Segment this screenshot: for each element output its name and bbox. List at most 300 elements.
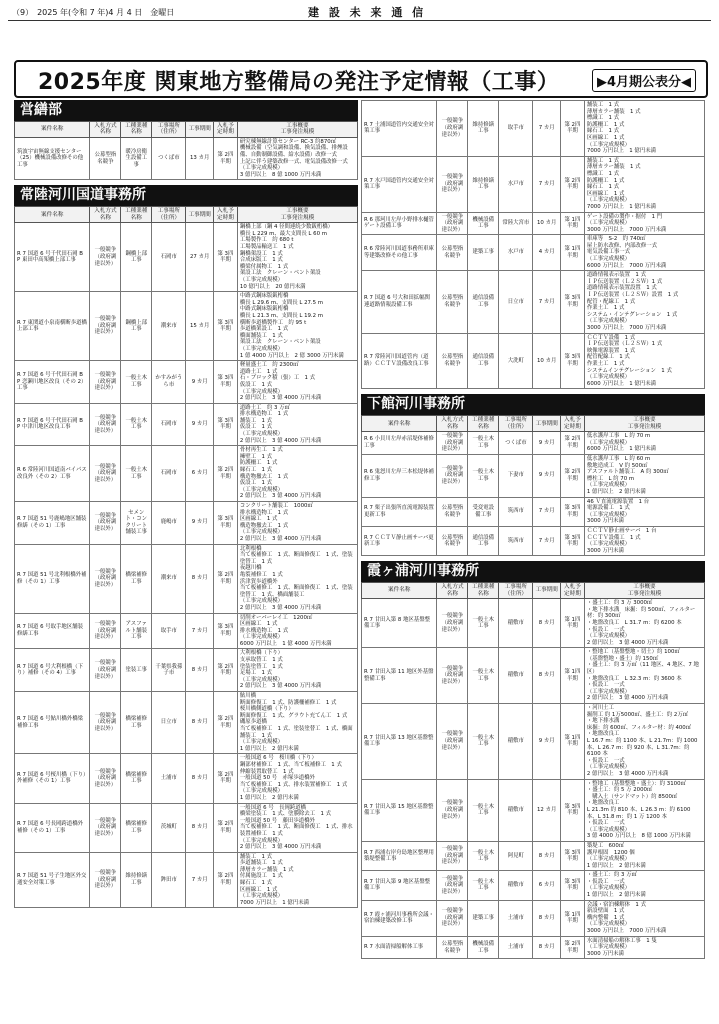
column-header: 入札方式名称 <box>90 122 121 138</box>
table-cell: 切削オーバーレイ工 1200㎡ 区画線工 1 式 排水構造物工 1 式 （工事完成規模） 6000 万円以上 1 億 4000 万円未満 <box>237 613 357 649</box>
table-row <box>362 936 705 959</box>
table-cell: 第 3四半期 <box>560 333 584 389</box>
section-title: 下館河川事務所 <box>361 394 705 415</box>
table-cell: 建築工事 <box>468 900 499 936</box>
table-cell: 一般土木工事 <box>468 841 499 870</box>
table-cell: 第 2四半期 <box>560 454 584 497</box>
column-header: 工種業種名称 <box>121 207 152 223</box>
table-cell: R 7 国道 6 号長岡跨道橋外補修（その 1）工事 <box>15 803 90 852</box>
table-cell: 鉾田市 <box>152 852 186 908</box>
table-cell: 第 2四半期 <box>213 137 237 180</box>
column-header: 案件名称 <box>15 122 90 138</box>
table-cell: 通信設備工事 <box>468 333 499 389</box>
table-cell: ＣＣＴＶ設備 1 式 ＩＰ伝送装置（Ｌ２ＳＷ）1 式 映像電源装置 1 式 配管配線工 1 式 作業土工 1 式 システムインテグレーション 1 式 （工事完成規模） 6000 万円以上 1 億円未満 <box>584 333 704 389</box>
table-row <box>362 212 705 235</box>
column-header: 工種業種名称 <box>468 583 499 599</box>
table-cell: R 7 国道 51 号北利根橋外補修（その 1）工事 <box>15 544 90 613</box>
table-cell: 7 カ月 <box>186 613 213 649</box>
table-cell: 千葉県我孫子市 <box>152 649 186 692</box>
table-cell: 一般競争（政府調達以外） <box>90 446 121 502</box>
table-row <box>362 704 705 780</box>
table-cell: 9 カ月 <box>533 432 560 455</box>
table-cell: ・盛土工：約 3 万 3000㎥ ・地下排水溝 床掘：約 500㎥、フィルター材：約 300㎥ ・地盤改良工 L 31.7 m：約 6200 本 ・仮設工 一式 （工事完成規模） 2 億円以上 3 億 4000 万円未満 <box>584 599 704 648</box>
table-cell: 鋼橋上部工事 <box>121 223 152 292</box>
table-cell: 公募型指名競争 <box>437 526 468 555</box>
table-cell: R 6 那珂川左岸小野排水樋管ゲート設備工事 <box>362 212 437 235</box>
table-cell: 第 1四半期 <box>560 704 584 780</box>
table-row <box>362 333 705 389</box>
table-cell: 9 カ月 <box>186 403 213 446</box>
table-cell: 9 カ月 <box>533 454 560 497</box>
table-cell: 一般国道 6 号 桜川橋（下り） 鋼部材補修工 1 式、当て板補修工 1 式 伸縮装置取替工 1 式 一般国道 50 号 赤塚歩道橋外 当て板補修工 1 式、排水装置補修工 1 式 （工事完成規模） 1 億円以上 2 億円未満 <box>237 754 357 803</box>
table-cell: 第 1四半期 <box>560 212 584 235</box>
table-cell: 塗装工事 <box>121 649 152 692</box>
table-row <box>15 803 358 852</box>
column-header: 工事概要 工事発注規模 <box>584 416 704 432</box>
table-cell: 一般競争（政府調達以外） <box>90 544 121 613</box>
table-cell: R 7 国道 6 号千代田石岡 B P 東田中高架橋上部工事 <box>15 223 90 292</box>
table-cell: 土浦市 <box>152 754 186 803</box>
table-cell: 第 2四半期 <box>213 649 237 692</box>
table-cell: 一般競争（政府調達以外） <box>437 704 468 780</box>
table-cell: 道路土工 約 3 万㎥ 排水構造物工 1 式 舗装工 1 式 仮設工 1 式 （工事完成規模） 2 億円以上 3 億 4000 万円未満 <box>237 403 357 446</box>
table-cell: 稲敷市 <box>499 648 533 704</box>
table-cell: 筑西市 <box>499 526 533 555</box>
table-cell: 一般土木工事 <box>468 648 499 704</box>
order-table <box>14 206 358 908</box>
table-cell: 鹿嶋市 <box>152 502 186 545</box>
table-cell: 橋梁補修工事 <box>121 692 152 754</box>
table-cell: 一般土木工事 <box>468 454 499 497</box>
table-cell: 一般競争（政府調達以外） <box>437 212 468 235</box>
table-cell: 日立市 <box>152 692 186 754</box>
table-cell: 暖冷房衛生設備工事 <box>121 137 152 180</box>
table-cell: 第 3四半期 <box>560 526 584 555</box>
table-cell: 公募型指名競争 <box>437 235 468 271</box>
table-cell: 9 カ月 <box>186 361 213 404</box>
table-cell: 7 カ月 <box>186 852 213 908</box>
table-cell: 第 2四半期 <box>213 692 237 754</box>
table-cell: 一般競争（政府調達以外） <box>90 403 121 446</box>
table-cell: 一般競争（政府調達以外） <box>90 649 121 692</box>
table-cell: 15 カ月 <box>186 292 213 361</box>
table-cell: ・河川土工 掘削工 約 1万5000㎥、盛土工：約 2万㎥ ・地下排水溝 床掘：約 600㎥、フィルター材：約 400㎥ ・地盤改良工 L 16.7 m：約 1100 本、L 21.7m：約 1000 本、L 26.7 m：約 920 本、L 31.7m：約 6100 本 ・仮設工 一式 （工事完成規模） 2 億円以上 3 億 4000 万円未満 <box>584 704 704 780</box>
table-cell: 通信設備工事 <box>468 271 499 333</box>
table-cell: 一般土木工事 <box>468 599 499 648</box>
table-cell: 27 カ月 <box>186 223 213 292</box>
table-row <box>362 101 705 157</box>
table-cell: 維持修繕工事 <box>121 852 152 908</box>
column-header: 入札方式名称 <box>90 207 121 223</box>
table-cell: 7 カ月 <box>533 101 560 157</box>
table-cell: 10 カ月 <box>533 333 560 389</box>
table-row <box>362 871 705 900</box>
table-row <box>362 900 705 936</box>
table-cell: 公募型指名競争 <box>437 497 468 526</box>
table-cell: 中路式鋼床版鈑桁橋 橋長 L 29.6 m、支間長 L 27.5 m 中路式鋼床版鈑桁橋 橋長 L 21.3 m、支間長 L 19.2 m 横断歩道橋製作工 約 95 t 歩道橋架設工 1 式 橋面舗装工 1 式 架設工法 クレーン・ベント架設 （工事完成規模） 1 億 4000 万円以上 2 億 3000 万円未満 <box>237 292 357 361</box>
table-cell: 7 カ月 <box>533 271 560 333</box>
table-cell: 車庫等 S-2 約 740㎡ 屋上防水改修、内部改修一式 電気設備工事一式 （工事完成規模） 6000 万円以上 7000 万円未満 <box>584 235 704 271</box>
table-cell: 軽量盛土工 約 2300㎥ 道路土工 1 式 石・ブロック積（張）工 1 式 仮設工 1 式 （工事完成規模） 2 億円以上 3 億 4000 万円未満 <box>237 361 357 404</box>
table-cell: 維持修繕工事 <box>468 156 499 212</box>
column-header: 入札方式名称 <box>437 416 468 432</box>
table-cell: 一般土木工事 <box>121 403 152 446</box>
table-cell: 12 カ月 <box>533 779 560 841</box>
table-row <box>15 544 358 613</box>
table-cell: 稲敷市 <box>499 599 533 648</box>
table-cell: コンクリート舗装工 1000㎡ 排水構造物工 1 式 区画線工 1 式 構造物撤去工 1 式 （工事完成規模） 2 億円以上 3 億 4000 万円未満 <box>237 502 357 545</box>
table-row <box>362 779 705 841</box>
table-cell: R 7 国道 6 号鮎川橋外橋梁補修工事 <box>15 692 90 754</box>
table-row <box>362 156 705 212</box>
column-header: 工種業種名称 <box>121 122 152 138</box>
table-cell: 第 1四半期 <box>560 648 584 704</box>
table-cell: 第 3四半期 <box>560 271 584 333</box>
table-cell: 骨材再生工 1 式 擁壁工 1 式 防護柵工 1 式 縁石工 1 式 構造物撤去工 1 式 仮設工 1 式 （工事完成規模） 2 億円以上 3 億 4000 万円未満 <box>237 446 357 502</box>
table-cell: 機械設備工事 <box>468 212 499 235</box>
table-cell: 一般競争（政府調達以外） <box>437 648 468 704</box>
table-cell: R 6 常陸河川国道事務所車庫等建築改修その他工事 <box>362 235 437 271</box>
table-cell: 潮来市 <box>152 544 186 613</box>
column-header: 工事期間 <box>186 122 213 138</box>
period-badge: ▶4月期公表分◀ <box>592 69 696 92</box>
table-cell: 第 2四半期 <box>213 803 237 852</box>
table-row <box>15 754 358 803</box>
table-cell: R 7 国道 6 号大利根橋（下り）補修（その 4）工事 <box>15 649 90 692</box>
table-cell: R 6 小貝川左岸赤沼堤体補修工事 <box>362 432 437 455</box>
table-cell: 北利根橋 当て板補修工 1 式、断面修復工 1 式、塗装塗替工 1 式 夜越川橋 亀裂補修工 1 式 浜津賀歩道橋外 当て板補修工 1 式、断面修復工 1 式、塗装塗替工 1 式、橋面舗装工 （工事完成規模） 2 億円以上 3 億 4000 万円未満 <box>237 544 357 613</box>
column-header: 工種業種名称 <box>468 416 499 432</box>
table-cell: ＣＣＴＶ静止画サーバ 1 台 ＣＣＴＶ設備工 1 式 （工事完成規模） 3000 万円未満 <box>584 526 704 555</box>
table-cell: 低水護岸工事 L 約 70 m （工事完成規模） 6000 万円以上 1 億円未満 <box>584 432 704 455</box>
table-cell: R 6 鬼怒川左岸三本松堤体補修工事 <box>362 454 437 497</box>
column-header: 入札予定時期 <box>560 416 584 432</box>
table-row <box>362 235 705 271</box>
table-cell: 鮎川橋 断面修復工 1 式、防護柵補修工 1 式 桜川橋側道橋（下り） 断面修復工 1 式、グラウト充てん工 1 式 磯原歩道橋 当て板補修工 1 式、塗装塗替工 1 式、橋面舗装工 1 式 （工事完成規模） 1 億円以上 2 億円未満 <box>237 692 357 754</box>
table-cell: 一般競争（政府調達以外） <box>90 292 121 361</box>
table-cell: かすみがうら市 <box>152 361 186 404</box>
table-cell: 一般競争（政府調達以外） <box>90 692 121 754</box>
table-row <box>362 432 705 455</box>
table-cell: 建築工事 <box>468 235 499 271</box>
column-header: 入札予定時期 <box>560 583 584 599</box>
table-cell: R 7 甘田入第 8 地区基盤整備工事 <box>362 599 437 648</box>
order-table <box>361 582 705 959</box>
table-cell: R 7 国道 51 号子生地区外交通安全対策工事 <box>15 852 90 908</box>
table-row <box>15 292 358 361</box>
table-cell: 一般競争（政府調達以外） <box>90 361 121 404</box>
table-cell: 一般土木工事 <box>468 704 499 780</box>
table-cell: 6 カ月 <box>186 446 213 502</box>
table-cell: 8 カ月 <box>186 544 213 613</box>
table-cell: 舗装工 1 式 薄層カラー舗装 1 式 標識工 1 式 防護柵工 1 式 縁石工 1 式 区画線工 1 式 （工事完成規模） 7000 万円以上 1 億円未満 <box>584 101 704 157</box>
table-cell: 一般競争（政府調達以外） <box>437 432 468 455</box>
table-cell: 鋼橋上部工事 <box>121 292 152 361</box>
table-row <box>362 648 705 704</box>
table-cell: 一般土木工事 <box>468 779 499 841</box>
table-cell: 大洗町 <box>499 333 533 389</box>
table-cell: R 7 国道 6 号千代田石岡 B P 中津川地区改良工事 <box>15 403 90 446</box>
table-cell: 一般競争（政府調達以外） <box>437 101 468 157</box>
table-cell: 大利根橋（下り） 支承取替工 1 式 塗装塗替工 1 式 足場工 1 式 （工事完成規模） 2 億円以上 3 億 4000 万円未満 <box>237 649 357 692</box>
table-cell: 一般競争（政府調達以外） <box>90 852 121 908</box>
table-cell: R 7 国道 6 号桜川橋（下り）外補修（その 1）工事 <box>15 754 90 803</box>
table-cell: 維持修繕工事 <box>468 101 499 157</box>
table-cell: 8 カ月 <box>533 900 560 936</box>
table-cell: 一般競争（政府調達以外） <box>90 613 121 649</box>
table-row <box>362 599 705 648</box>
table-cell: 一般国道 6 号 長岡跨道橋 橋梁塗装工 1 式、塗膜除去工 1 式 一般国道 50 号 藤田歩道橋外 当て板補修工 1 式、断面修復工 1 式、排水装置補修工 1 式 （工事完成規模） 2 億円以上 3 億 4000 万円未満 <box>237 803 357 852</box>
table-cell: 第 3四半期 <box>213 292 237 361</box>
table-cell: 第 3四半期 <box>213 502 237 545</box>
order-table <box>14 121 358 180</box>
table-cell: 一般競争（政府調達以外） <box>437 900 468 936</box>
table-cell: R 7 甘田入第 13 地区基盤整備工事 <box>362 704 437 780</box>
table-cell: つくば市 <box>152 137 186 180</box>
table-cell: R 6 常陸河川国道南バイパス改良外（その 2）工事 <box>15 446 90 502</box>
table-cell: 日立市 <box>499 271 533 333</box>
table-cell: 公募型指名競争 <box>90 137 121 180</box>
table-cell: 第 2四半期 <box>560 432 584 455</box>
table-cell: 筑西市 <box>499 497 533 526</box>
table-cell: 第 1四半期 <box>560 900 584 936</box>
column-header: 入札予定時期 <box>213 207 237 223</box>
table-cell: R 7 国道 6 号取手地区舗装修繕工事 <box>15 613 90 649</box>
table-cell: R 7 甘田入第 9 地区基盤整備工事 <box>362 871 437 900</box>
table-cell: 7 カ月 <box>533 526 560 555</box>
table-row <box>15 852 358 908</box>
table-row <box>362 454 705 497</box>
column-header: 工事期間 <box>533 416 560 432</box>
column-header: 工事概要 工事発注規模 <box>237 122 357 138</box>
table-cell: 7 カ月 <box>533 497 560 526</box>
table-cell: 一般土木工事 <box>121 361 152 404</box>
section-title: 営繕部 <box>14 100 358 121</box>
table-cell: 第 3四半期 <box>213 403 237 446</box>
column-header: 工事場所（住所） <box>499 583 533 599</box>
table-cell: R 7 東関道小泉南横断歩道橋上部工事 <box>15 292 90 361</box>
table-cell: 第 3四半期 <box>213 361 237 404</box>
table-cell: 8 カ月 <box>186 692 213 754</box>
table-cell: つくば市 <box>499 432 533 455</box>
table-row <box>15 649 358 692</box>
table-row <box>362 526 705 555</box>
table-cell: 一般競争（政府調達以外） <box>90 223 121 292</box>
table-cell: 橋梁補修工事 <box>121 544 152 613</box>
table-cell: 研究棟無線計算センター RC-3 約870㎡ 機械設備（空気調和設備、換気設備、排煙設備、自動制御設備、給水設備）改修一式 上記に伴う建築改修一式、電気設備改修一式 （工事完成規模） 3 億円以上 8 億 1000 万円未満 <box>237 137 357 180</box>
table-cell: 公募型指名競争 <box>437 936 468 959</box>
table-cell: 一般競争（政府調達以外） <box>437 599 468 648</box>
table-cell: 通信設備工事 <box>468 526 499 555</box>
table-row <box>15 692 358 754</box>
table-cell: 水戸市 <box>499 156 533 212</box>
table-cell: R 7 栗子出張所直流電源装置更新工事 <box>362 497 437 526</box>
table-row <box>362 497 705 526</box>
table-cell: 第 3四半期 <box>560 841 584 870</box>
table-cell: R 7 ＣＣＴＶ静止画サーバ更新工事 <box>362 526 437 555</box>
table-cell: アスファルト舗装工事 <box>121 613 152 649</box>
table-cell: 石岡市 <box>152 403 186 446</box>
section-title: 常陸河川国道事務所 <box>14 185 358 206</box>
table-cell: セメント・コンクリート舗装工事 <box>121 502 152 545</box>
table-cell: 7 カ月 <box>533 156 560 212</box>
table-cell: 筑波宇宙無線支援センター（25）機械設備改修その他工事 <box>15 137 90 180</box>
table-cell: R 7 国道 6 号大和田拡幅関連道路情報設備工事 <box>362 271 437 333</box>
table-cell: 橋梁補修工事 <box>121 754 152 803</box>
table-cell: 石岡市 <box>152 223 186 292</box>
table-cell: R 7 国道 51 号鹿嶋地区舗装修繕（その 1）工事 <box>15 502 90 545</box>
column-header: 案件名称 <box>362 583 437 599</box>
table-row <box>362 271 705 333</box>
table-cell: 鋼橋上部（鋼 4 径間連続少数鈑桁橋） 橋長 L 229 m、最大支間長 L 60 m 工場製作工 約 680 t 工場製品輸送工 1 式 鋼橋架設工 1 式 合成床版工 1 式 橋梁付属物工 1 式 架設工法 クレーン・ベント架設 （工事完成規模） 10 億円以上 20 億円未満 <box>237 223 357 292</box>
table-cell: 一般競争（政府調達以外） <box>90 502 121 545</box>
table-cell: ・整地工（基盤整地・切土）約 100㎡ （基盤整地・盛土）約 150㎡ ・盛土工：約 3 万㎥（11 地区、4 地区、7 地区） ・地盤改良工 L 32.3 m：約 3600 本 ・仮設工 一式 （工事完成規模） 2 億円以上 3 億 4000 万円未満 <box>584 648 704 704</box>
column-header: 工事場所（住所） <box>152 122 186 138</box>
column-header: 工事概要 工事発注規模 <box>584 583 704 599</box>
table-cell: 水戸市 <box>499 235 533 271</box>
table-cell: 第 2四半期 <box>560 156 584 212</box>
table-row <box>362 841 705 870</box>
table-cell: 9 カ月 <box>533 704 560 780</box>
table-cell: 一般土木工事 <box>121 446 152 502</box>
order-table <box>361 100 705 389</box>
table-row <box>15 613 358 649</box>
table-cell: 6 カ月 <box>533 871 560 900</box>
table-cell: 第 2四半期 <box>213 852 237 908</box>
table-cell: 第 2四半期 <box>213 754 237 803</box>
paper-name: 建 設 未 来 通 信 <box>308 6 427 19</box>
table-cell: 第 1四半期 <box>560 599 584 648</box>
table-cell: 機械設備工事 <box>468 936 499 959</box>
column-header: 工事期間 <box>533 583 560 599</box>
table-cell: 下妻市 <box>499 454 533 497</box>
table-cell: ・盛土工：約 3 万㎥ ・仮設工 一式 （工事完成規模） 1 億円以上 2 億円未満 <box>584 871 704 900</box>
table-row <box>15 137 358 180</box>
table-cell: 8 カ月 <box>533 841 560 870</box>
table-cell: 第 2四半期 <box>213 544 237 613</box>
table-cell: 稲敷市 <box>499 871 533 900</box>
right-column <box>361 100 705 964</box>
table-cell: 第 3四半期 <box>213 223 237 292</box>
table-cell: 第 2四半期 <box>213 446 237 502</box>
table-cell: 8 カ月 <box>533 599 560 648</box>
table-cell: 阿見町 <box>499 841 533 870</box>
table-row <box>15 361 358 404</box>
table-cell: 稲敷市 <box>499 779 533 841</box>
column-header: 入札予定時期 <box>213 122 237 138</box>
table-cell: 第 3四半期 <box>213 613 237 649</box>
page-header <box>8 4 711 21</box>
table-row <box>15 446 358 502</box>
table-cell: 受変電設備工事 <box>468 497 499 526</box>
table-cell: 石岡市 <box>152 446 186 502</box>
table-cell: R 7 水戸国道管内交通安全対策工事 <box>362 156 437 212</box>
table-cell: ・整地工（基盤整地・盛土）：約 3100㎡ ・盛土工：約 5 万 2000㎥ 購入土（サンドマット）約 8500㎥ ・地盤改良工 L 21.3m 約 810 本、L 26.3 m：約 6100 本、L 31.8 m：約 1 万 1200 本 ・仮設工 一式 （工事完成規模） 3 億 4000 万円以上 8 億 1000 万円未満 <box>584 779 704 841</box>
table-row <box>15 502 358 545</box>
column-header: 工事概要 工事発注規模 <box>237 207 357 223</box>
table-row <box>15 403 358 446</box>
table-cell: 取手市 <box>499 101 533 157</box>
table-cell: 常陸大宮市 <box>499 212 533 235</box>
table-cell: R 7 国道 6 号千代田石岡 B P 恋瀬川地区改良（その 2）工事 <box>15 361 90 404</box>
table-cell: 第 3四半期 <box>560 779 584 841</box>
column-header: 工事期間 <box>186 207 213 223</box>
table-cell: 稲敷市 <box>499 704 533 780</box>
table-cell: 第 3四半期 <box>560 497 584 526</box>
table-row <box>15 223 358 292</box>
table-cell: R 7 西浦右岸舟島地区整理用築堤整備工事 <box>362 841 437 870</box>
column-header: 案件名称 <box>15 207 90 223</box>
table-cell: 第 2四半期 <box>560 101 584 157</box>
table-cell: 一般競争（政府調達以外） <box>437 156 468 212</box>
table-cell: 8 カ月 <box>533 936 560 959</box>
left-column <box>14 100 358 913</box>
table-cell: 舗装工 1 式 歩道舗装工 1 式 薄層カラー舗装 1 式 付属施設工 1 式 縁石工 1 式 区画線工 1 式 （工事完成規模） 7000 万円以上 1 億円未満 <box>237 852 357 908</box>
table-cell: R 7 甘田入第 15 地区基盤整備工事 <box>362 779 437 841</box>
table-cell: 第 2四半期 <box>560 936 584 959</box>
table-cell: 水面清掃船の解体工事 1 隻 （工事完成規模） 3000 万円未満 <box>584 936 704 959</box>
table-cell: ゲート設備の製作・据付 1 門 （工事完成規模） 3000 万円以上 7000 万円未満 <box>584 212 704 235</box>
table-cell: R 7 常陸河川国道管内（道路）ＣＣＴＶ設備改良工事 <box>362 333 437 389</box>
table-cell: 8 カ月 <box>533 648 560 704</box>
table-cell: 舗装工 1 式 薄層カラー舗装 1 式 標識工 1 式 防護柵工 1 式 縁石工 1 式 区画線工 1 式 （工事完成規模） 7000 万円以上 1 億円未満 <box>584 156 704 212</box>
table-cell: 一般競争（政府調達以外） <box>437 454 468 497</box>
table-cell: 一般競争（政府調達以外） <box>437 871 468 900</box>
page-number-date: （9） 2025 年(令和 7 年)4 月 4 日 金曜日 <box>12 8 175 17</box>
table-cell: 8 カ月 <box>186 649 213 692</box>
table-cell: 第 1四半期 <box>560 235 584 271</box>
column-header: 工事場所（住所） <box>152 207 186 223</box>
table-cell: 築堤工 600㎥ 護岸根固 1200 個 （工事完成規模） 1 億円以上 2 億円未満 <box>584 841 704 870</box>
table-cell: 土浦市 <box>499 900 533 936</box>
table-cell: 8 カ月 <box>186 754 213 803</box>
table-cell: 会議・宿泊棟解体 1 式 新設壁面 1 式 構内整備 1 式 （工事完成規模） 3000 万円以上 7000 万円未満 <box>584 900 704 936</box>
table-cell: 公募型指名競争 <box>437 271 468 333</box>
table-cell: 低水護岸工事 L 約 60 m 敷地造成工 V 約 500㎥ アスファルト舗装工 A 約 300㎡ 標柱工 L 約 70 m （工事完成規模） 1 億円以上 2 億円未満 <box>584 454 704 497</box>
table-cell: 土浦市 <box>499 936 533 959</box>
table-cell: 一般土木工事 <box>468 432 499 455</box>
table-cell: 13 カ月 <box>186 137 213 180</box>
table-cell: 取手市 <box>152 613 186 649</box>
table-cell: R 7 水面清掃船解体工事 <box>362 936 437 959</box>
table-cell: R 7 土浦国道管内交通安全対策工事 <box>362 101 437 157</box>
page-title: 2025年度 関東地方整備局の発注予定情報（工事） <box>38 70 560 95</box>
table-cell: 道路情報表示装置 1 式 ＩＰ伝送装置（Ｌ２ＳＷ）1 式 道路情報表示装置設置 1 式 ＩＰ伝送装置（Ｌ２ＳＷ）設置 1 式 配管・配線工 1 式 作業土工 1 式 システム・インテグレーション 1 式 （工事完成規模） 3000 万円以上 7000 万円未満 <box>584 271 704 333</box>
table-cell: 一般競争（政府調達以外） <box>437 841 468 870</box>
title-box <box>14 60 708 98</box>
table-cell: 一般土木工事 <box>468 871 499 900</box>
table-cell: 一般競争（政府調達以外） <box>437 779 468 841</box>
table-cell: 橋梁補修工事 <box>121 803 152 852</box>
table-cell: 茨城町 <box>152 803 186 852</box>
table-cell: R 7 甘田入第 11 地区外基盤整備工事 <box>362 648 437 704</box>
section-title: 霞ヶ浦河川事務所 <box>361 561 705 582</box>
table-cell: 公募型指名競争 <box>437 333 468 389</box>
table-cell: 第 3四半期 <box>560 871 584 900</box>
column-header: 工事場所（住所） <box>499 416 533 432</box>
order-table <box>361 415 705 556</box>
table-cell: 一般競争（政府調達以外） <box>90 754 121 803</box>
table-cell: 46 Ｖ直流電源装置 1 台 電源設備工 1 式 （工事完成規模） 3000 万円未満 <box>584 497 704 526</box>
table-cell: 4 カ月 <box>533 235 560 271</box>
table-cell: 10 カ月 <box>533 212 560 235</box>
column-header: 案件名称 <box>362 416 437 432</box>
table-cell: 一般競争（政府調達以外） <box>90 803 121 852</box>
column-header: 入札方式名称 <box>437 583 468 599</box>
table-cell: 8 カ月 <box>186 803 213 852</box>
table-cell: 9 カ月 <box>186 502 213 545</box>
table-cell: R 7 霞ヶ浦河川事務所会議・宿泊棟建築改修工事 <box>362 900 437 936</box>
